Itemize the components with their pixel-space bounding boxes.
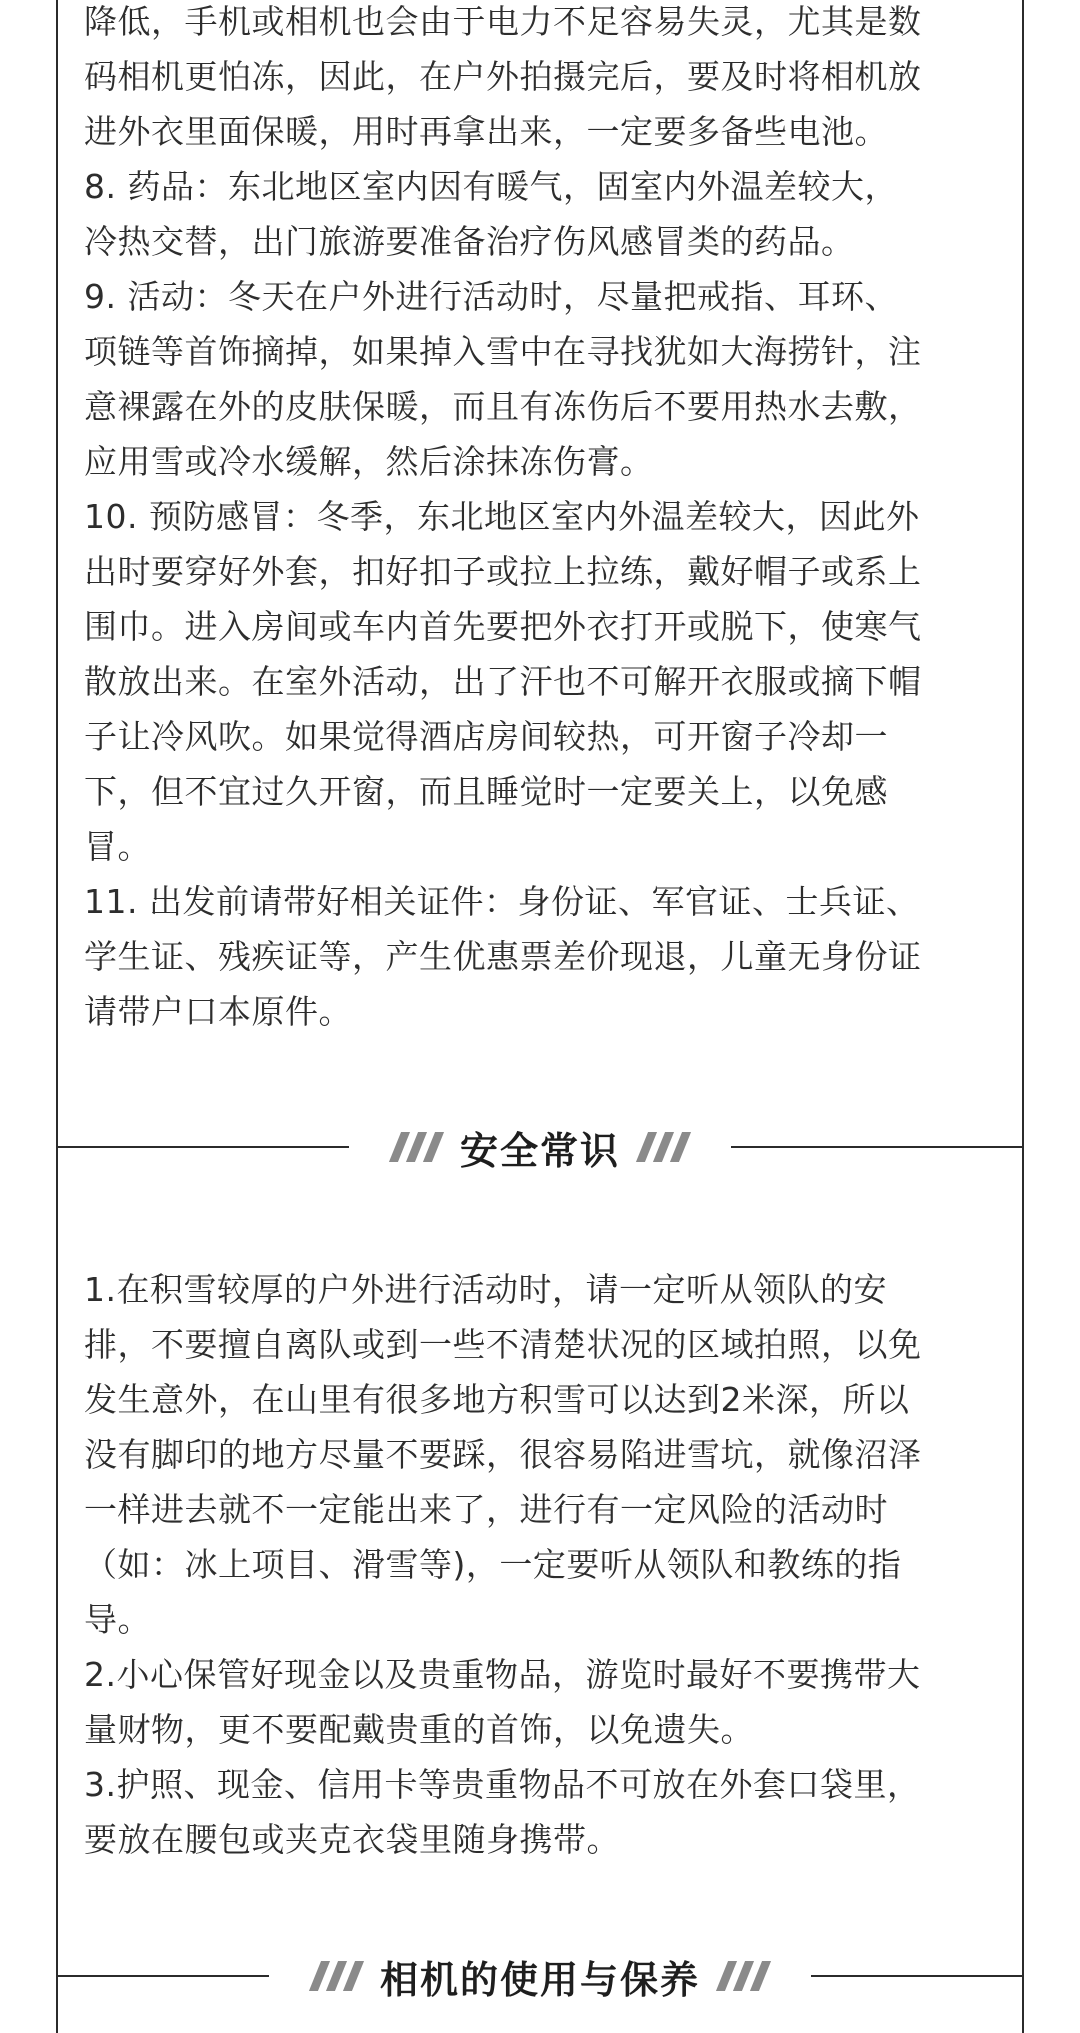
text-line: 子让冷风吹。如果觉得酒店房间较热，可开窗子冷却一: [84, 717, 888, 756]
text-line: 9. 活动：冬天在户外进行活动时，尽量把戒指、耳环、: [84, 277, 898, 316]
text-line: 没有脚印的地方尽量不要踩，很容易陷进雪坑，就像沼泽: [84, 1435, 922, 1474]
section-title: 相机的使用与保养: [379, 1957, 700, 2002]
text-line: 学生证、残疾证等，产生优惠票差价现退，儿童无身份证: [84, 937, 922, 976]
text-line: 一样进去就不一定能出来了，进行有一定风险的活动时: [84, 1490, 888, 1529]
section-header-camera: [56, 1946, 1024, 2006]
text-line: 量财物，更不要配戴贵重的首饰，以免遗失。: [84, 1710, 754, 1749]
text-line: 进外衣里面保暖，用时再拿出来，一定要多备些电池。: [84, 112, 888, 151]
section-title: 安全常识: [459, 1128, 620, 1173]
text-line: 排，不要擅自离队或到一些不清楚状况的区域拍照，以免: [84, 1325, 922, 1364]
text-line: 1.在积雪较厚的户外进行活动时，请一定听从领队的安: [84, 1270, 887, 1309]
text-line: （如：冰上项目、滑雪等)，一定要听从领队和教练的指: [84, 1545, 902, 1584]
text-line: 要放在腰包或夹克衣袋里随身携带。: [84, 1820, 620, 1859]
text-line: 导。: [84, 1600, 151, 1639]
slash-decoration-icon: [315, 1961, 358, 1991]
text-line: 冷热交替，出门旅游要准备治疗伤风感冒类的药品。: [84, 222, 855, 261]
section-header-safety: [56, 1117, 1024, 1177]
text-line: 冒。: [84, 827, 151, 866]
text-line: 出时要穿好外套，扣好扣子或拉上拉练，戴好帽子或系上: [84, 552, 922, 591]
text-line: 下，但不宜过久开窗，而且睡觉时一定要关上，以免感: [84, 772, 888, 811]
slash-decoration-icon: [722, 1961, 765, 1991]
text-line: 围巾。进入房间或车内首先要把外衣打开或脱下，使寒气: [84, 607, 922, 646]
text-line: 3.护照、现金、信用卡等贵重物品不可放在外套口袋里，: [84, 1765, 921, 1804]
text-line: 10. 预防感冒：冬季，东北地区室内外温差较大，因此外: [84, 497, 920, 536]
text-line: 请带户口本原件。: [84, 992, 352, 1031]
text-line: 散放出来。在室外活动，出了汗也不可解开衣服或摘下帽: [84, 662, 922, 701]
text-line: 11. 出发前请带好相关证件：身份证、军官证、士兵证、: [84, 882, 920, 921]
slash-decoration-icon: [395, 1132, 438, 1162]
text-line: 项链等首饰摘掉，如果掉入雪中在寻找犹如大海捞针，注: [84, 332, 922, 371]
text-line: 码相机更怕冻，因此，在户外拍摄完后，要及时将相机放: [84, 57, 922, 96]
text-line: 意裸露在外的皮肤保暖，而且有冻伤后不要用热水去敷，: [84, 387, 922, 426]
safety-text-block: [84, 1262, 1010, 1867]
text-line: 降低，手机或相机也会由于电力不足容易失灵，尤其是数: [84, 2, 922, 41]
text-line: 发生意外，在山里有很多地方积雪可以达到2米深，所以: [84, 1380, 910, 1419]
text-line: 2.小心保管好现金以及贵重物品，游览时最好不要携带大: [84, 1655, 921, 1694]
tips-text-block: [84, 0, 1010, 1039]
text-line: 应用雪或冷水缓解，然后涂抹冻伤膏。: [84, 442, 654, 481]
slash-decoration-icon: [642, 1132, 685, 1162]
text-line: 8. 药品：东北地区室内因有暖气，固室内外温差较大，: [84, 167, 898, 206]
